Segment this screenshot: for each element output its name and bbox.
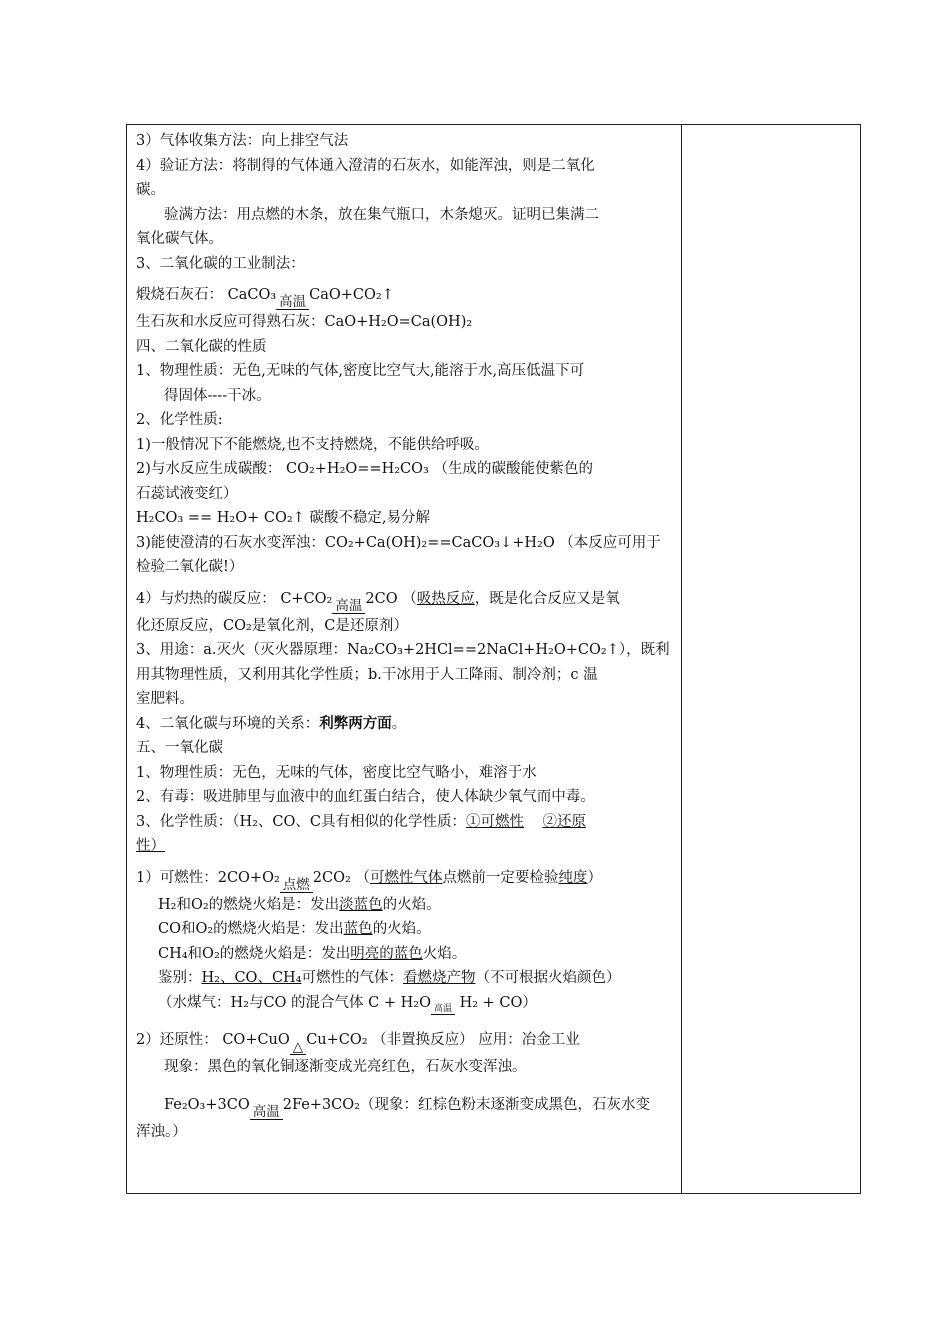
text-line: 验满方法：用点燃的木条，放在集气瓶口，木条熄灭。证明已集满二	[164, 206, 599, 223]
content-table	[126, 124, 861, 1194]
reaction-condition: △	[290, 1040, 306, 1055]
text-fragment: ，既是化合反应又是氧	[474, 590, 620, 607]
text-line	[136, 966, 676, 991]
text-fragment: CO和O₂的燃烧火焰是：发出	[158, 921, 344, 937]
text-line: 4）验证方法：将制得的气体通入澄清的石灰水，如能浑浊，则是二氧化	[136, 157, 595, 174]
equation-right: H₂ + CO）	[454, 994, 537, 1011]
text-fragment: 点燃前一定要检验	[442, 869, 559, 886]
text-line: 2、有毒：吸进肺里与血液中的血红蛋白结合，使人体缺少氧气而中毒。	[136, 789, 595, 805]
text-line: 氧化碳气体。	[136, 231, 223, 247]
text-fragment: ）	[587, 869, 602, 886]
equation-right: 2CO₂ （	[312, 869, 370, 886]
text-line	[136, 893, 676, 918]
section-heading: 四、二氧化碳的性质	[136, 338, 267, 355]
text-fragment: 4、二氧化碳与环境的关系：	[136, 715, 320, 732]
text-fragment: 火焰。	[422, 945, 467, 962]
text-fragment: CH₄和O₂的燃烧火焰是：发出	[158, 945, 351, 962]
text-line: 3)能使澄清的石灰水变浑浊：CO₂+Ca(OH)₂==CaCO₃↓+H₂O （本反应可用于	[136, 534, 661, 551]
reaction-condition: 高温	[276, 295, 309, 310]
reaction-condition: 高温	[431, 1004, 455, 1015]
text-line: 石蕊试液变红）	[136, 485, 238, 502]
underlined-term: ②还原	[542, 813, 586, 830]
underlined-term: 明亮的蓝色	[350, 945, 423, 962]
equation-left: 4）与灼热的碳反应： C+CO₂	[136, 590, 333, 607]
text-fragment: 的火焰。	[382, 896, 441, 913]
text-fragment: 鉴别：	[158, 970, 202, 986]
text-line: 用其物理性质，又利用其化学性质；b.干冰用于人工降雨、制冷剂；c 温	[136, 666, 598, 683]
underlined-term: 淡蓝色	[339, 896, 383, 913]
equation-right: 2CO （	[365, 590, 417, 607]
notes-column	[136, 129, 676, 1144]
text-line: 2)与水反应生成碳酸： CO₂+H₂O==H₂CO₃ （生成的碳酸能使紫色的	[136, 461, 593, 477]
equation-line	[136, 1021, 676, 1055]
underlined-term: 看燃烧产物	[403, 970, 476, 986]
equation-left: 1）可燃性：2CO+O₂	[136, 869, 280, 886]
spacer	[524, 814, 542, 830]
bold-term: 利弊两方面	[319, 714, 392, 732]
text-line: 碳。	[136, 182, 165, 198]
equation-line	[136, 1086, 676, 1120]
text-line	[136, 917, 676, 942]
equation-line	[136, 991, 676, 1016]
text-line: 1)一般情况下不能燃烧,也不支持燃烧，不能供给呼吸。	[136, 436, 489, 453]
text-fragment: 。	[391, 715, 407, 732]
text-line: 生石灰和水反应可得熟石灰：CaO+H₂O=Ca(OH)₂	[136, 314, 473, 330]
text-line: 检验二氧化碳!）	[136, 559, 244, 575]
underlined-term: 可燃性气体	[369, 869, 443, 886]
text-line: 3）气体收集方法：向上排空气法	[136, 133, 349, 149]
text-line: 得固体----干冰。	[164, 387, 271, 404]
equation-line	[136, 580, 676, 614]
equation-left: 2）还原性： CO+CuO	[136, 1032, 290, 1048]
text-line	[136, 942, 676, 967]
text-line: H₂CO₃ == H₂O+ CO₂↑ 碳酸不稳定,易分解	[136, 510, 431, 526]
text-fragment: 3、化学性质：（H₂、CO、C具有相似的化学性质：	[136, 813, 467, 830]
reaction-condition: 高温	[250, 1105, 283, 1120]
equation-line	[136, 859, 676, 893]
text-line: 1、物理性质：无色，无味的气体，密度比空气略小，难溶于水	[136, 764, 537, 781]
text-line	[136, 834, 676, 859]
text-line: 化还原反应，CO₂是氧化剂，C是还原剂）	[136, 617, 408, 634]
reaction-condition: 高温	[332, 599, 365, 614]
equation-left: （水煤气：H₂与CO 的混合气体 C + H₂O	[158, 994, 431, 1011]
text-line: 2、化学性质:	[136, 412, 223, 428]
text-line	[136, 712, 676, 737]
equation-left: Fe₂O₃+3CO	[164, 1096, 250, 1113]
section-heading: 五、一氧化碳	[136, 740, 223, 756]
text-line: 浑浊。）	[136, 1123, 187, 1140]
text-fragment: （不可根据火焰颜色）	[475, 970, 621, 986]
reaction-condition: 点燃	[280, 878, 313, 893]
text-line	[136, 810, 676, 835]
underlined-term: ①可燃性	[466, 813, 525, 830]
text-fragment: 的火焰。	[372, 921, 431, 937]
underlined-term: 吸热反应	[416, 590, 475, 607]
text-line: 室肥料。	[136, 691, 194, 707]
text-fragment: 可燃性的气体：	[301, 970, 403, 986]
underlined-term: H₂、CO、CH₄	[201, 970, 302, 986]
equation-left: 煅烧石灰石： CaCO₃	[136, 287, 277, 303]
equation-right: 2Fe+3CO₂（现象：红棕色粉末逐渐变成黑色，石灰水变	[282, 1096, 650, 1113]
text-line: 现象：黑色的氧化铜逐渐变成光亮红色，石灰水变浑浊。	[164, 1059, 527, 1075]
text-line: 1、物理性质：无色,无味的气体,密度比空气大,能溶于水,高压低温下可	[136, 363, 585, 379]
text-fragment: H₂和O₂的燃烧火焰是：发出	[158, 896, 340, 913]
equation-right: Cu+CO₂ （非置换反应） 应用：冶金工业	[306, 1032, 580, 1048]
equation-line	[136, 276, 676, 310]
underlined-term: 纯度	[558, 869, 588, 886]
underlined-term: 蓝色	[343, 921, 373, 937]
underlined-term: 性）	[136, 838, 165, 854]
text-line: 3、用途：a.灭火（灭火器原理：Na₂CO₃+2HCl==2NaCl+H₂O+CO₂↑），既利	[136, 642, 670, 658]
column-divider	[681, 125, 682, 1193]
text-line: 3、二氧化碳的工业制法：	[136, 255, 305, 272]
equation-right: CaO+CO₂↑	[309, 287, 394, 303]
